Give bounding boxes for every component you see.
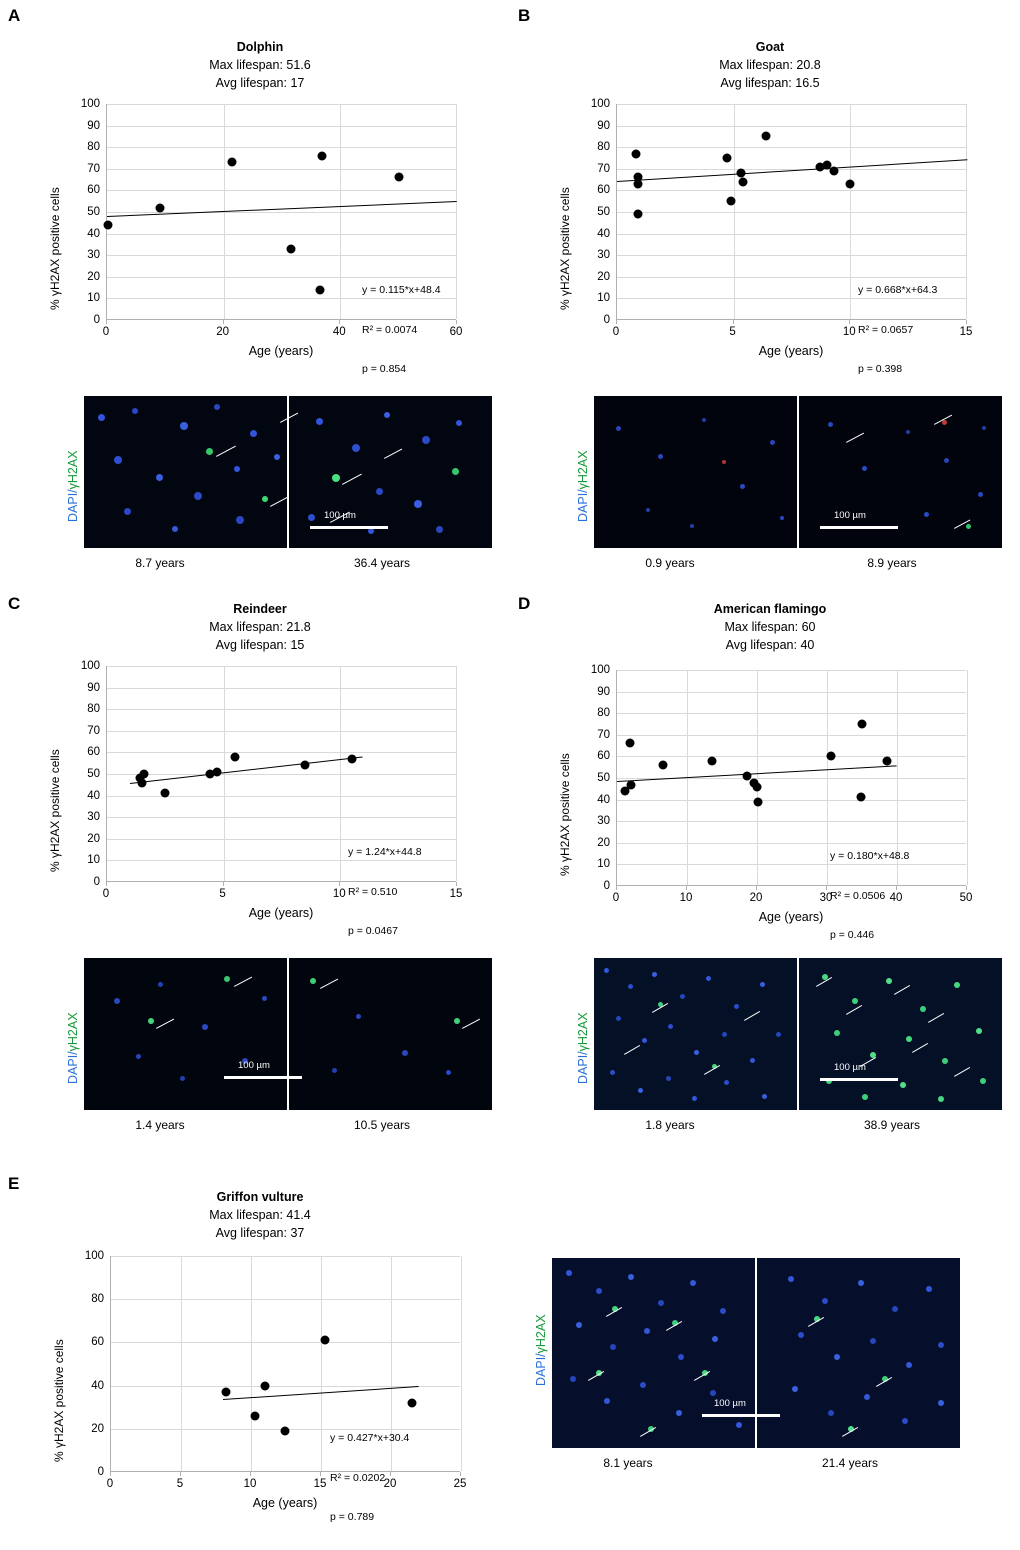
micrograph-divider [797,396,799,548]
y-axis-label-c: % γH2AX positive cells [48,749,62,872]
scale-bar-label: 100 µm [834,510,866,521]
data-point [631,149,640,158]
data-point [348,754,357,763]
micrograph-divider [287,396,289,548]
data-point [826,752,835,761]
panel-e [0,1168,1020,1528]
data-point [634,179,643,188]
y-tick-label: 80 [91,1293,104,1306]
scale-bar-label: 100 µm [324,510,356,521]
data-point [727,197,736,206]
y-tick-label: 60 [597,750,610,763]
y-tick-label: 100 [80,98,100,110]
micrograph-e [552,1258,960,1448]
data-point [161,789,170,798]
micrograph-caption-left-b: 0.9 years [645,556,695,570]
micrograph-caption-left-d: 1.8 years [645,1118,695,1132]
y-tick-label: 70 [87,162,100,175]
micrograph-b [594,396,1002,548]
y-tick-label: 80 [597,707,610,720]
y-tick-label: 30 [87,249,100,262]
data-point [739,177,748,186]
y-tick-label: 20 [87,832,100,845]
micrograph-divider [755,1258,757,1448]
scale-bar [820,526,898,529]
y-tick-label: 60 [597,184,610,197]
plot-area-d [616,670,966,886]
channel-label-e [534,1276,548,1386]
x-tick-label: 40 [332,326,346,338]
y-tick-label: 50 [597,206,610,218]
max-lifespan-d: Max lifespan: 60 [724,620,816,634]
x-axis-label-a: Age (years) [248,344,314,358]
y-tick-label: 60 [87,746,100,759]
y-tick-label: 90 [87,119,100,132]
panel-letter-d: D [518,594,531,613]
fit-equation: y = 0.668*x+64.3 [858,284,938,297]
x-tick-label: 0 [102,888,110,900]
y-tick-label: 0 [603,314,610,326]
regression-stats-d [830,824,909,968]
y-tick-label: 0 [97,1466,104,1478]
fit-equation: y = 0.115*x+48.4 [362,284,441,297]
x-axis-label-e: Age (years) [252,1496,318,1510]
data-point [155,203,164,212]
y-tick-label: 20 [91,1422,104,1435]
data-point [280,1426,289,1435]
micrograph-d [594,958,1002,1110]
channel-label-a [66,412,80,522]
avg-lifespan-a: Avg lifespan: 17 [215,76,305,90]
data-point [627,780,636,789]
y-tick-label: 60 [91,1336,104,1349]
data-point [736,169,745,178]
data-point [228,158,237,167]
max-lifespan-e: Max lifespan: 41.4 [209,1208,311,1222]
data-point [625,739,634,748]
x-tick-label: 15 [959,326,973,338]
y-tick-label: 0 [603,880,610,892]
y-tick-label: 30 [597,815,610,828]
channel-dapi: DAPI/ [576,1051,590,1084]
data-point [212,767,221,776]
scatter-plot-e [0,1168,510,1523]
y-tick-label: 20 [597,270,610,283]
regression-stats-b [858,258,937,402]
chart-title-a: Dolphin [236,40,284,54]
fit-p: p = 0.398 [858,363,903,375]
y-tick-label: 50 [87,206,100,218]
avg-lifespan-b: Avg lifespan: 16.5 [720,76,820,90]
scale-bar [224,1076,302,1079]
x-tick-label: 10 [332,888,346,900]
channel-gh2ax: γH2AX [534,1314,548,1354]
data-point [882,756,891,765]
data-point [634,210,643,219]
panel-letter-a: A [8,6,21,25]
y-tick-label: 100 [590,98,610,110]
data-point [140,770,149,779]
max-lifespan-a: Max lifespan: 51.6 [209,58,311,72]
x-tick-label: 15 [313,1478,327,1490]
data-point [394,173,403,182]
x-tick-label: 0 [106,1478,114,1490]
channel-label-d [576,974,590,1084]
channel-dapi: DAPI/ [576,489,590,522]
fit-equation: y = 0.427*x+30.4 [330,1432,410,1445]
y-tick-label: 30 [87,811,100,824]
scale-bar-label: 100 µm [238,1060,270,1071]
x-tick-label: 0 [612,892,620,904]
data-point [722,154,731,163]
y-axis-label-b: % γH2AX positive cells [558,187,572,310]
y-tick-label: 70 [87,724,100,737]
y-tick-label: 100 [84,1250,104,1262]
y-tick-label: 60 [87,184,100,197]
x-tick-label: 5 [176,1478,184,1490]
chart-title-c: Reindeer [233,602,287,616]
scatter-plot-d [510,588,1020,941]
x-tick-label: 25 [453,1478,467,1490]
scale-bar-label: 100 µm [714,1398,746,1409]
scatter-plot-b [510,0,1020,375]
x-tick-label: 0 [102,326,110,338]
data-point [707,757,716,766]
max-lifespan-c: Max lifespan: 21.8 [209,620,311,634]
y-tick-label: 40 [87,789,100,802]
y-tick-label: 10 [597,292,610,305]
data-point [138,778,147,787]
y-tick-label: 40 [597,793,610,806]
x-tick-label: 5 [729,326,736,338]
data-point [321,1336,330,1345]
channel-label-c [66,974,80,1084]
panel-letter-b: B [518,6,531,25]
y-tick-label: 50 [87,768,100,780]
x-tick-label: 60 [449,326,463,338]
panel-c [0,588,510,1168]
micrograph-caption-right-c: 10.5 years [353,1118,411,1132]
regression-line-c [130,756,363,783]
data-point [830,167,839,176]
regression-line-b [617,159,967,182]
panel-d [510,588,1020,1168]
y-tick-label: 20 [597,836,610,849]
data-point [231,752,240,761]
micrograph-c [84,958,492,1110]
y-tick-label: 100 [80,660,100,672]
y-tick-label: 100 [590,664,610,676]
y-tick-label: 40 [91,1379,104,1392]
avg-lifespan-c: Avg lifespan: 15 [215,638,305,652]
micrograph-caption-right-e: 21.4 years [821,1456,879,1470]
x-tick-label: 10 [842,326,856,338]
x-tick-label: 5 [219,888,226,900]
fit-r2: R² = 0.0074 [362,323,418,336]
micrograph-a [84,396,492,548]
scale-bar [820,1078,898,1081]
scale-bar [702,1414,780,1417]
fit-r2: R² = 0.510 [348,885,398,898]
micrograph-divider [287,958,289,1110]
data-point [753,783,762,792]
y-tick-label: 40 [87,227,100,240]
data-point [856,793,865,802]
channel-gh2ax: γH2AX [66,450,80,490]
data-point [104,221,113,230]
chart-title-d: American flamingo [713,602,827,616]
y-tick-label: 80 [87,141,100,154]
chart-title-e: Griffon vulture [216,1190,304,1204]
data-point [658,761,667,770]
fit-r2: R² = 0.0506 [830,889,886,902]
scatter-plot-a [0,0,510,375]
avg-lifespan-e: Avg lifespan: 37 [215,1226,305,1240]
data-point [251,1411,260,1420]
fit-p: p = 0.789 [330,1511,375,1523]
y-tick-label: 80 [597,141,610,154]
fit-equation: y = 1.24*x+44.8 [348,846,422,859]
data-point [858,720,867,729]
micrograph-caption-left-a: 8.7 years [135,556,185,570]
micrograph-caption-right-d: 38.9 years [863,1118,921,1132]
regression-stats-a [362,258,441,402]
panel-letter-e: E [8,1174,20,1193]
channel-gh2ax: γH2AX [576,450,590,490]
panel-b [510,0,1020,580]
x-tick-label: 20 [749,892,763,904]
x-tick-label: 40 [889,892,903,904]
y-tick-label: 90 [87,681,100,694]
micrograph-caption-right-b: 8.9 years [867,556,917,570]
x-axis-label-b: Age (years) [758,344,824,358]
data-point [261,1381,270,1390]
x-tick-label: 20 [216,326,229,338]
x-tick-label: 20 [383,1478,397,1490]
avg-lifespan-d: Avg lifespan: 40 [725,638,815,652]
data-point [846,179,855,188]
data-point [762,132,771,141]
fit-p: p = 0.854 [362,363,407,375]
y-tick-label: 10 [87,292,100,305]
y-tick-label: 40 [597,227,610,240]
y-tick-label: 10 [597,858,610,871]
y-tick-label: 70 [597,162,610,175]
scale-bar [310,526,388,529]
x-axis-label-d: Age (years) [758,910,824,924]
regression-stats-c [348,820,422,964]
chart-title-b: Goat [755,40,785,54]
micrograph-divider [797,958,799,1110]
channel-dapi: DAPI/ [66,1051,80,1084]
scatter-plot-c [0,588,510,937]
x-tick-label: 50 [959,892,973,904]
y-tick-label: 0 [93,314,100,326]
data-point [754,798,763,807]
panel-a [0,0,510,580]
y-tick-label: 30 [597,249,610,262]
micrograph-caption-right-a: 36.4 years [353,556,411,570]
fit-equation: y = 0.180*x+48.8 [830,850,910,863]
y-axis-label-e: % γH2AX positive cells [52,1339,66,1462]
x-axis-label-c: Age (years) [248,906,314,920]
y-axis-label-a: % γH2AX positive cells [48,187,62,310]
fit-p: p = 0.446 [830,929,875,941]
scale-bar-label: 100 µm [834,1062,866,1073]
regression-stats-e [330,1406,409,1550]
y-tick-label: 90 [597,119,610,132]
channel-gh2ax: γH2AX [576,1012,590,1052]
data-point [317,151,326,160]
y-axis-label-d: % γH2AX positive cells [558,753,572,876]
channel-dapi: DAPI/ [534,1353,548,1386]
y-tick-label: 90 [597,685,610,698]
channel-dapi: DAPI/ [66,489,80,522]
data-point [315,285,324,294]
fit-r2: R² = 0.0657 [858,323,914,336]
y-tick-label: 50 [597,772,610,784]
panel-letter-c: C [8,594,21,613]
y-tick-label: 20 [87,270,100,283]
x-tick-label: 15 [449,888,463,900]
x-tick-label: 10 [679,892,693,904]
channel-label-b [576,412,590,522]
y-tick-label: 70 [597,728,610,741]
fit-p: p = 0.0467 [348,925,398,937]
y-tick-label: 80 [87,703,100,716]
data-point [286,244,295,253]
micrograph-caption-left-c: 1.4 years [135,1118,185,1132]
channel-gh2ax: γH2AX [66,1012,80,1052]
micrograph-caption-left-e: 8.1 years [603,1456,653,1470]
data-point [221,1387,230,1396]
data-point [301,761,310,770]
max-lifespan-b: Max lifespan: 20.8 [719,58,821,72]
y-tick-label: 0 [93,876,100,888]
y-tick-label: 10 [87,854,100,867]
x-tick-label: 30 [819,892,833,904]
x-tick-label: 0 [612,326,620,338]
x-tick-label: 10 [243,1478,257,1490]
fit-r2: R² = 0.0202 [330,1471,386,1484]
